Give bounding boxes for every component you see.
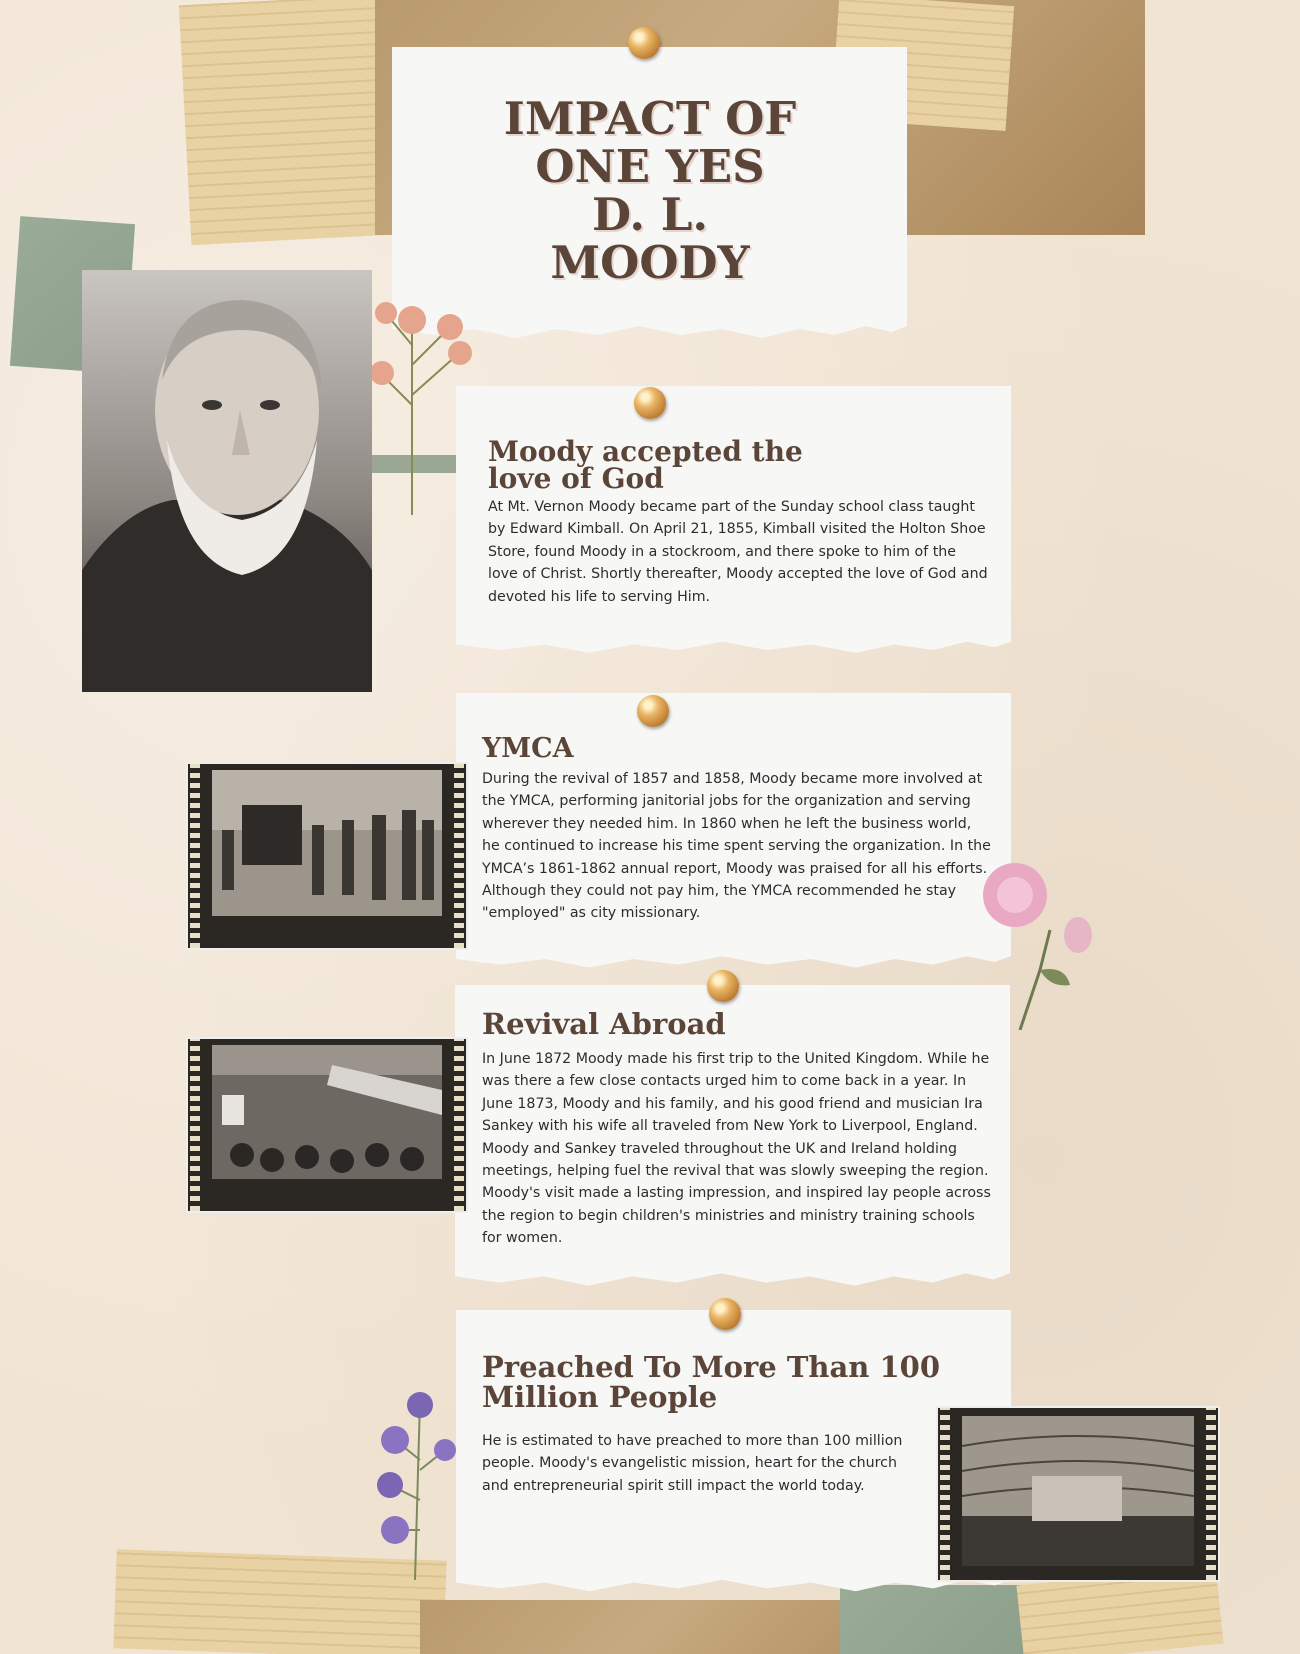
section-body-2: During the revival of 1857 and 1858, Moody became more involved at the YMCA, performing janitorial jobs for the organization and serving wherever they needed him. In 1860 when he left the business world, he continued to increase his time spent serving the organization. In the YMCA’s 1861-1862 annual report, Moody was praised for all his efforts. Although they could not pay him, the YMCA recommended he stay "employed" as city missionary. — [482, 771, 991, 922]
title-line-2: ONE YES — [535, 140, 765, 193]
moody-portrait — [82, 270, 372, 692]
section-heading-2: YMCA — [482, 733, 574, 764]
pushpin-icon — [628, 27, 660, 59]
revival-photo-frame — [186, 1037, 468, 1213]
section-heading-1 — [488, 435, 803, 495]
section-heading-4 — [482, 1352, 940, 1412]
pushpin-icon — [707, 970, 739, 1002]
green-paper-scrap-bottom — [840, 1585, 1040, 1654]
heading-line: Moody accepted the — [488, 435, 803, 468]
title-line-1: IMPACT OF — [503, 92, 797, 145]
theater-photo-frame — [936, 1406, 1220, 1582]
page-title — [500, 92, 800, 289]
heading-line: love of God — [488, 462, 664, 495]
theater-engraving-photo — [962, 1416, 1194, 1566]
section-heading-3: Revival Abroad — [482, 1007, 726, 1041]
revival-crowd-photo — [212, 1045, 442, 1179]
heading-line: Million People — [482, 1380, 718, 1414]
section-body-1: At Mt. Vernon Moody became part of the Sunday school class taught by Edward Kimball. On April 21, 1855, Kimball visited the Holton Shoe Store, found Moody in a stockroom, and there spoke to him of the love of Christ. Shortly thereafter, Moody accepted the love of God and devoted his life to serving Him. — [488, 499, 988, 605]
pushpin-icon — [709, 1298, 741, 1330]
heading-line: Preached To More Than 100 — [482, 1350, 941, 1384]
section-body-4: He is estimated to have preached to more than 100 million people. Moody's evangelistic mission, heart for the church and entrepreneurial spirit still impact the world today. — [482, 1433, 903, 1494]
lavender-flower-icon — [375, 1380, 465, 1585]
ymca-photo-frame — [186, 762, 468, 950]
newspaper-scrap-top-left — [179, 0, 391, 245]
ymca-street-photo — [212, 770, 442, 916]
pushpin-icon — [637, 695, 669, 727]
section-body-3: In June 1872 Moody made his first trip to the United Kingdom. While he was there a few close contacts urged him to come back in a year. In June 1873, Moody and his family, and his good friend and musician Ira Sankey with his wife all traveled from New York to Liverpool, England. Moody and Sankey traveled throughout the UK and Ireland holding meetings, helping fuel the revival that was slowly sweeping the region. Moody's visit made a lasting impression, and inspired lay people across the region to begin children's ministries and ministry training schools for women. — [482, 1051, 991, 1247]
title-line-3: D. L. MOODY — [550, 188, 750, 289]
pushpin-icon — [634, 387, 666, 419]
portrait-illustration — [82, 270, 372, 692]
